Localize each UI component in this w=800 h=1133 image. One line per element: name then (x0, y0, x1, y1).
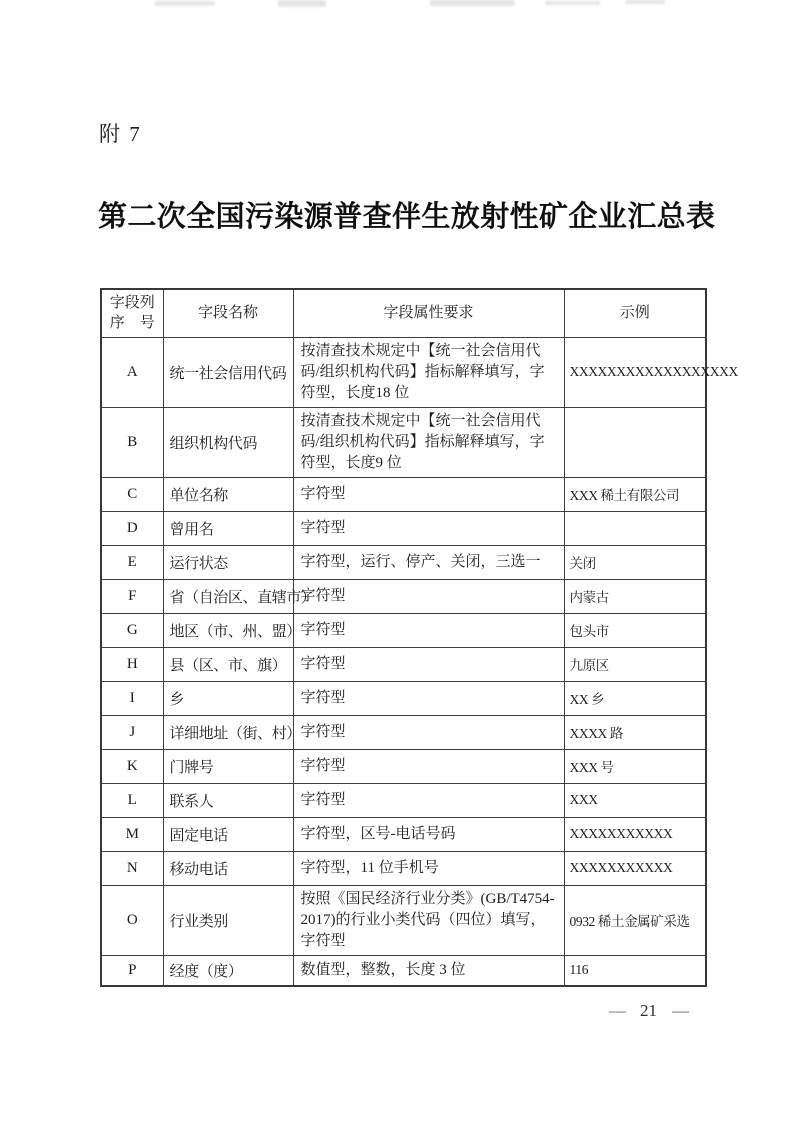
field-name-cell: 行业类别 (163, 885, 293, 955)
field-example-cell: XXX 号 (564, 749, 706, 783)
field-name-cell: 曾用名 (163, 511, 293, 545)
field-attr-cell: 字符型 (293, 613, 564, 647)
page-number: 21 (640, 1001, 657, 1020)
field-name-cell: 固定电话 (163, 817, 293, 851)
footer-left-dash: — (609, 1001, 625, 1020)
field-attr-cell: 字符型 (293, 681, 564, 715)
field-attr-cell: 按清查技术规定中【统一社会信用代码/组织机构代码】指标解释填写，字符型，长度18 位 (293, 337, 564, 407)
field-id-cell: N (101, 851, 163, 885)
field-example-cell: 0932 稀土金属矿采选 (564, 885, 706, 955)
scan-artifact (155, 1, 215, 6)
field-id-cell: I (101, 681, 163, 715)
field-id-cell: H (101, 647, 163, 681)
field-attr-cell: 字符型 (293, 647, 564, 681)
field-example-cell: 包头市 (564, 613, 706, 647)
table-row (101, 783, 706, 817)
field-summary-table (100, 288, 738, 987)
table-row (101, 477, 706, 511)
table-row (101, 407, 706, 477)
field-attr-cell: 数值型，整数，长度 3 位 (293, 955, 564, 986)
table-row (101, 715, 706, 749)
table-header-row (101, 289, 706, 337)
field-id-cell: G (101, 613, 163, 647)
field-attr-cell: 字符型，区号-电话号码 (293, 817, 564, 851)
table-row (101, 851, 706, 885)
field-attr-cell: 字符型 (293, 477, 564, 511)
field-name-cell: 经度（度） (163, 955, 293, 986)
field-example-cell: XXXXXXXXXXX (564, 851, 706, 885)
table-body (101, 337, 738, 986)
field-id-cell: E (101, 545, 163, 579)
field-id-cell: M (101, 817, 163, 851)
field-name-cell: 移动电话 (163, 851, 293, 885)
field-attr-cell: 字符型 (293, 579, 564, 613)
field-id-cell: P (101, 955, 163, 986)
field-attr-cell: 字符型 (293, 783, 564, 817)
table-row (101, 511, 706, 545)
field-name-cell: 乡 (163, 681, 293, 715)
header-field-index-line2: 序 号 (109, 315, 155, 332)
field-example-cell: 关闭 (564, 545, 706, 579)
field-example-cell: XXXXXXXXXXXXXXXXXX (564, 337, 706, 407)
table-row (101, 647, 706, 681)
header-field-index (101, 289, 163, 337)
table-row (101, 681, 706, 715)
field-example-cell: XX 乡 (564, 681, 706, 715)
field-example-cell: XXXXXXXXXXX (564, 817, 706, 851)
field-id-cell: J (101, 715, 163, 749)
attachment-label: 附 7 (99, 122, 142, 146)
field-example-cell (564, 407, 706, 477)
field-name-cell: 县（区、市、旗） (163, 647, 293, 681)
field-example-cell: XXXX 路 (564, 715, 706, 749)
field-example-cell: XXX 稀土有限公司 (564, 477, 706, 511)
scan-artifact (625, 0, 665, 4)
scan-artifact (430, 0, 515, 6)
table-row (101, 817, 706, 851)
field-id-cell: D (101, 511, 163, 545)
footer-right-dash: — (672, 1001, 688, 1020)
field-name-cell: 详细地址（街、村） (163, 715, 293, 749)
field-attr-cell: 按照《国民经济行业分类》(GB/T4754-2017)的行业小类代码（四位）填写，字符型 (293, 885, 564, 955)
scan-artifact (278, 0, 326, 7)
field-name-cell: 地区（市、州、盟） (163, 613, 293, 647)
field-name-cell: 统一社会信用代码 (163, 337, 293, 407)
field-id-cell: O (101, 885, 163, 955)
field-id-cell: L (101, 783, 163, 817)
table-row (101, 337, 706, 407)
header-field-index-line1: 字段列 (109, 295, 155, 312)
field-example-cell: 内蒙古 (564, 579, 706, 613)
field-example-cell: 九原区 (564, 647, 706, 681)
header-field-name: 字段名称 (163, 289, 293, 337)
header-example: 示例 (564, 289, 706, 337)
table-row (101, 885, 706, 955)
field-attr-cell: 字符型，11 位手机号 (293, 851, 564, 885)
scan-artifact (545, 1, 600, 5)
table-row (101, 579, 706, 613)
field-name-cell: 省（自治区、直辖市） (163, 579, 293, 613)
field-example-cell: 116 (564, 955, 706, 986)
field-id-cell: B (101, 407, 163, 477)
table-row (101, 545, 706, 579)
field-name-cell: 联系人 (163, 783, 293, 817)
table-row (101, 749, 706, 783)
page-footer (609, 1001, 688, 1021)
field-name-cell: 组织机构代码 (163, 407, 293, 477)
field-attr-cell: 字符型 (293, 715, 564, 749)
field-name-cell: 运行状态 (163, 545, 293, 579)
document-title: 第二次全国污染源普查伴生放射性矿企业汇总表 (98, 201, 716, 233)
header-field-attr: 字段属性要求 (293, 289, 564, 337)
table-row (101, 613, 706, 647)
field-id-cell: K (101, 749, 163, 783)
field-attr-cell: 字符型 (293, 511, 564, 545)
field-id-cell: F (101, 579, 163, 613)
table-row (101, 955, 706, 986)
field-attr-cell: 字符型，运行、停产、关闭，三选一 (293, 545, 564, 579)
field-attr-cell: 字符型 (293, 749, 564, 783)
field-example-cell: XXX (564, 783, 706, 817)
field-example-cell (564, 511, 706, 545)
field-attr-cell: 按清查技术规定中【统一社会信用代码/组织机构代码】指标解释填写，字符型，长度9 位 (293, 407, 564, 477)
field-id-cell: A (101, 337, 163, 407)
field-name-cell: 门牌号 (163, 749, 293, 783)
field-name-cell: 单位名称 (163, 477, 293, 511)
field-id-cell: C (101, 477, 163, 511)
